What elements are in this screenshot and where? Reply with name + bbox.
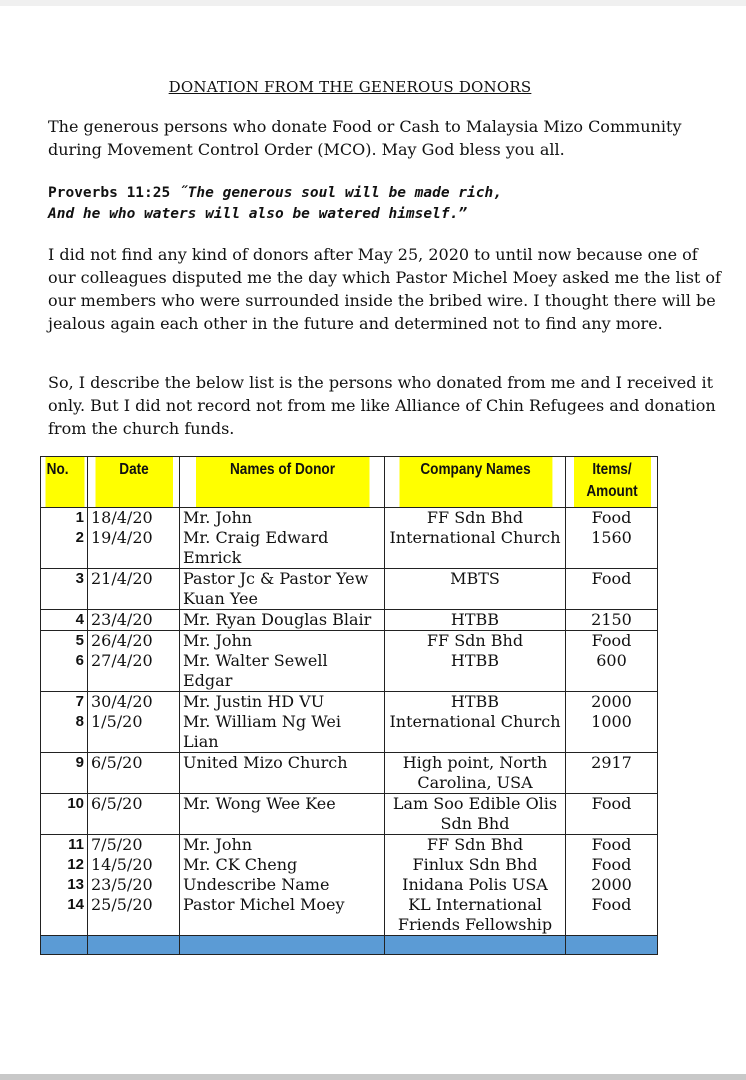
- row-company: Inidana Polis USA: [385, 875, 566, 895]
- row-donor: Undescribe Name: [180, 875, 385, 895]
- row-amount: 2917: [566, 753, 658, 794]
- row-date: 23/4/20: [88, 610, 180, 631]
- row-date: 30/4/20: [88, 692, 180, 713]
- table-header-row: [41, 457, 658, 508]
- row-date: 19/4/20: [88, 528, 180, 569]
- table-row: [41, 895, 658, 936]
- intro-paragraph: The generous persons who donate Food or Cash to Malaysia Mizo Community during Movement Control Order (MCO). May God bless you all.: [48, 117, 682, 159]
- row-date: 18/4/20: [88, 508, 180, 529]
- proverb-line-1: ˝The generous soul will be made rich,: [178, 185, 502, 201]
- row-amount: Food: [566, 508, 658, 529]
- row-number: 11: [41, 835, 88, 856]
- row-donor: Mr. William Ng Wei Lian: [180, 712, 385, 753]
- row-number: 3: [41, 569, 88, 610]
- row-number: 12: [41, 855, 88, 875]
- header-company: Company Names: [398, 457, 552, 508]
- table-row: [41, 692, 658, 713]
- row-company: FF Sdn Bhd: [385, 508, 566, 529]
- proverb-quote: [48, 183, 728, 225]
- row-amount: Food: [566, 895, 658, 936]
- row-company: MBTS: [385, 569, 566, 610]
- row-number: 6: [41, 651, 88, 692]
- row-amount: 1560: [566, 528, 658, 569]
- row-company: HTBB: [385, 651, 566, 692]
- row-donor: Mr. John: [180, 631, 385, 652]
- row-donor: United Mizo Church: [180, 753, 385, 794]
- header-no: No.: [44, 457, 84, 508]
- row-number: 5: [41, 631, 88, 652]
- row-donor: Mr. John: [180, 835, 385, 856]
- proverb-line-2: And he who waters will also be watered himself.”: [48, 206, 468, 222]
- row-number: 10: [41, 794, 88, 835]
- row-donor: Pastor Michel Moey: [180, 895, 385, 936]
- row-company: FF Sdn Bhd: [385, 631, 566, 652]
- row-amount: 2150: [566, 610, 658, 631]
- row-amount: 2000: [566, 875, 658, 895]
- table-row: [41, 651, 658, 692]
- row-date: 1/5/20: [88, 712, 180, 753]
- row-amount: Food: [566, 631, 658, 652]
- header-donor: Names of Donor: [195, 457, 369, 508]
- row-number: 2: [41, 528, 88, 569]
- row-number: 13: [41, 875, 88, 895]
- document-title: DONATION FROM THE GENEROUS DONORS: [168, 78, 532, 96]
- scope-paragraph: So, I describe the below list is the persons who donated from me and I received it only. But I did not record not from me like Alliance of Chin Refugees and donation from the church funds.: [48, 373, 716, 438]
- row-donor: Mr. Walter Sewell Edgar: [180, 651, 385, 692]
- row-donor: Mr. Craig Edward Emrick: [180, 528, 385, 569]
- row-date: 6/5/20: [88, 794, 180, 835]
- proverb-reference: Proverbs 11:25: [48, 185, 179, 201]
- top-edge: [0, 0, 746, 6]
- donor-table: [40, 456, 658, 955]
- row-amount: Food: [566, 569, 658, 610]
- table-row: [41, 753, 658, 794]
- row-donor: Mr. Ryan Douglas Blair: [180, 610, 385, 631]
- table-row: [41, 712, 658, 753]
- row-company: International Church: [385, 712, 566, 753]
- row-donor: Mr. John: [180, 508, 385, 529]
- row-date: 7/5/20: [88, 835, 180, 856]
- table-row: [41, 855, 658, 875]
- row-donor: Pastor Jc & Pastor Yew Kuan Yee: [180, 569, 385, 610]
- table-row: [41, 569, 658, 610]
- row-donor: Mr. Justin HD VU: [180, 692, 385, 713]
- row-date: 26/4/20: [88, 631, 180, 652]
- table-row: [41, 631, 658, 652]
- row-date: 27/4/20: [88, 651, 180, 692]
- row-company: KL International Friends Fellowship: [385, 895, 566, 936]
- row-amount: 600: [566, 651, 658, 692]
- table-row: [41, 835, 658, 856]
- row-company: HTBB: [385, 610, 566, 631]
- row-amount: 1000: [566, 712, 658, 753]
- explanation-paragraph: I did not find any kind of donors after May 25, 2020 to until now because one of our colleagues disputed me the day which Pastor Michel Moey asked me the list of our members who were surrounded inside the bribed wire. I thought there will be jealous again each other in the future and determined not to find any more.: [48, 245, 721, 333]
- row-company: FF Sdn Bhd: [385, 835, 566, 856]
- table-row: [41, 508, 658, 529]
- row-amount: Food: [566, 855, 658, 875]
- row-number: 8: [41, 712, 88, 753]
- table-row: [41, 794, 658, 835]
- row-date: 25/5/20: [88, 895, 180, 936]
- row-date: 6/5/20: [88, 753, 180, 794]
- row-amount: 2000: [566, 692, 658, 713]
- bottom-edge: [0, 1074, 746, 1080]
- row-company: International Church: [385, 528, 566, 569]
- header-items: Items/ Amount: [572, 457, 650, 508]
- row-number: 1: [41, 508, 88, 529]
- row-donor: Mr. CK Cheng: [180, 855, 385, 875]
- row-donor: Mr. Wong Wee Kee: [180, 794, 385, 835]
- row-company: Lam Soo Edible Olis Sdn Bhd: [385, 794, 566, 835]
- table-row: [41, 610, 658, 631]
- table-row: [41, 875, 658, 895]
- row-company: High point, North Carolina, USA: [385, 753, 566, 794]
- row-number: 9: [41, 753, 88, 794]
- row-company: Finlux Sdn Bhd: [385, 855, 566, 875]
- row-number: 4: [41, 610, 88, 631]
- row-number: 7: [41, 692, 88, 713]
- row-date: 14/5/20: [88, 855, 180, 875]
- table-row: [41, 528, 658, 569]
- row-company: HTBB: [385, 692, 566, 713]
- row-date: 23/5/20: [88, 875, 180, 895]
- row-number: 14: [41, 895, 88, 936]
- table-footer-bar: [41, 936, 658, 955]
- row-amount: Food: [566, 794, 658, 835]
- header-date: Date: [94, 457, 172, 508]
- row-amount: Food: [566, 835, 658, 856]
- row-date: 21/4/20: [88, 569, 180, 610]
